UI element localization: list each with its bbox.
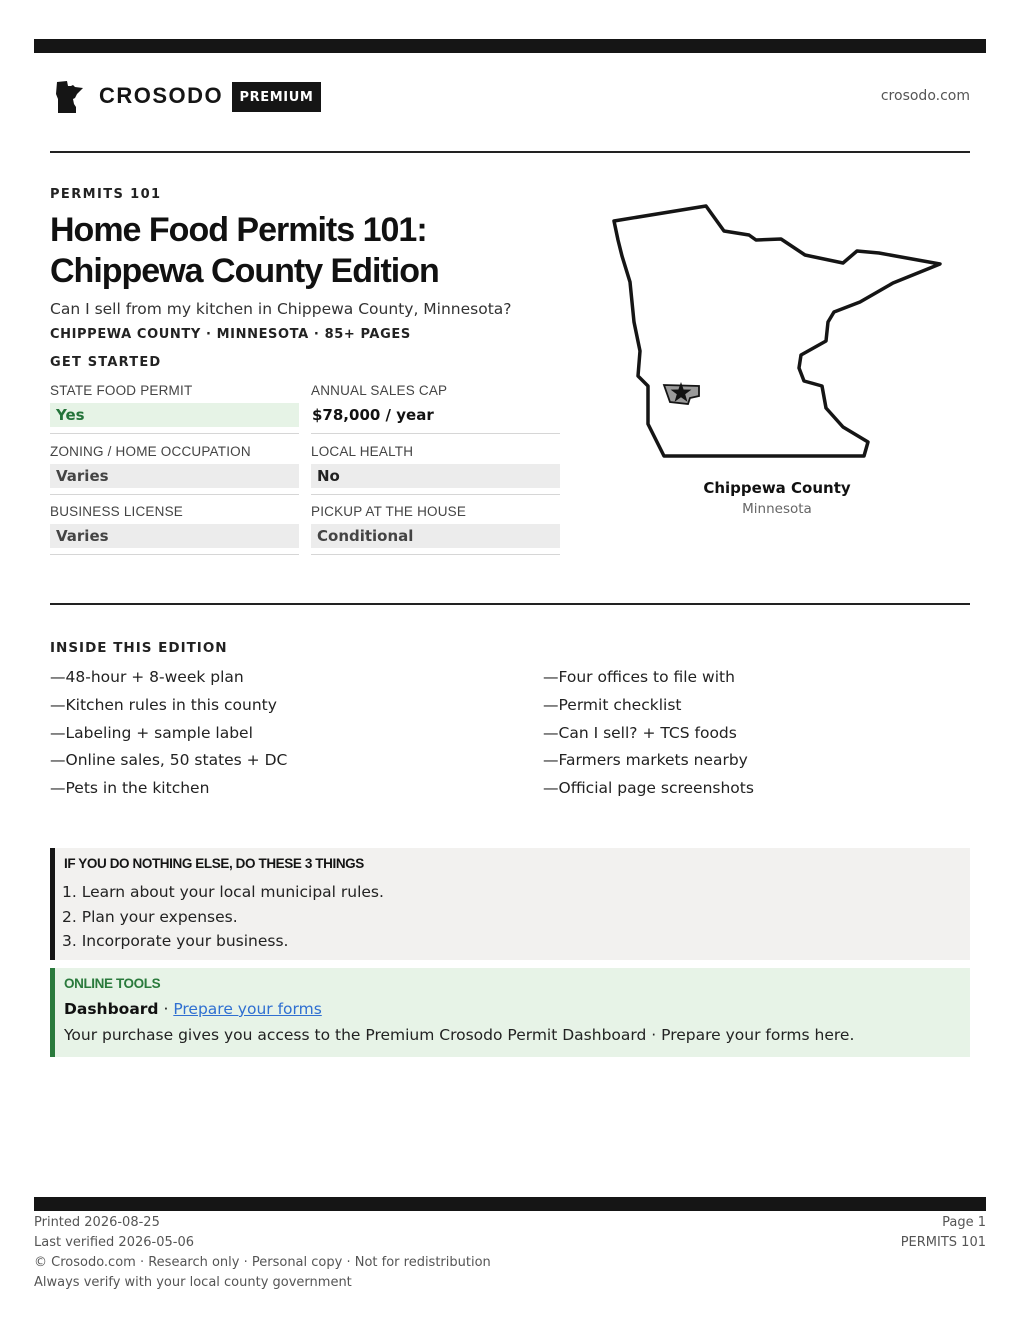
list-item: —Farmers markets nearby — [543, 751, 748, 770]
site-url[interactable]: crosodo.com — [880, 88, 970, 104]
list-item: —Pets in the kitchen — [50, 779, 210, 798]
list-item: 3. Incorporate your business. — [62, 932, 289, 950]
page-title — [50, 210, 590, 292]
printed-date: Printed 2026-08-25 — [34, 1215, 160, 1230]
top-bar — [34, 39, 986, 53]
copyright: © Crosodo.com · Research only · Personal copy · Not for redistribution — [34, 1255, 491, 1270]
disclaimer: Always verify with your local county government — [34, 1275, 352, 1290]
header — [50, 76, 970, 116]
meta-line: CHIPPEWA COUNTY · MINNESOTA · 85+ PAGES — [50, 327, 411, 342]
fact-business-license — [50, 503, 299, 555]
fact-zoning — [50, 443, 299, 495]
fact-value: Conditional — [311, 524, 560, 548]
tools-line — [64, 1000, 322, 1018]
fact-value: Yes — [50, 403, 299, 427]
fact-label: ANNUAL SALES CAP — [311, 383, 448, 398]
list-item: 2. Plan your expenses. — [62, 907, 238, 926]
dashboard-label: Dashboard — [64, 1000, 159, 1018]
callout-heading: ONLINE TOOLS — [64, 976, 161, 991]
subtitle: Can I sell from my kitchen in Chippewa County, Minnesota? — [50, 300, 512, 318]
fact-value: No — [311, 464, 560, 488]
list-item: —Four offices to file with — [543, 668, 735, 686]
fact-value: Varies — [50, 464, 299, 488]
premium-badge: PREMIUM — [232, 82, 321, 112]
list-item: 1. Learn about your local municipal rules. — [62, 883, 384, 901]
list-item: —Labeling + sample label — [50, 723, 253, 742]
list-item: —Online sales, 50 states + DC — [50, 751, 288, 770]
fact-annual-sales-cap — [311, 382, 560, 434]
map-county-label: Chippewa County — [703, 479, 851, 497]
list-item: —Permit checklist — [543, 695, 682, 714]
prepare-forms-link[interactable]: Prepare your forms — [173, 1000, 322, 1018]
header-divider — [50, 151, 970, 153]
online-tools-callout — [50, 968, 970, 1057]
section-divider — [50, 603, 970, 605]
get-started-label: GET STARTED — [50, 355, 162, 370]
footer-section: PERMITS 101 — [900, 1235, 986, 1250]
list-item: —Official page screenshots — [543, 779, 754, 798]
minnesota-outline — [614, 206, 940, 456]
three-things-callout — [50, 848, 970, 960]
list-item: —Can I sell? + TCS foods — [543, 723, 737, 742]
minnesota-map — [596, 196, 956, 466]
fact-pickup — [311, 503, 560, 555]
contents-right-column — [543, 666, 993, 805]
fact-local-health — [311, 443, 560, 495]
title-line-2: Chippewa County Edition — [50, 252, 439, 290]
fact-label: ZONING / HOME OCCUPATION — [50, 444, 251, 459]
minnesota-logo-icon — [54, 80, 84, 114]
fact-value: Varies — [50, 524, 299, 548]
list-item: —Kitchen rules in this county — [50, 695, 277, 714]
contents-title: INSIDE THIS EDITION — [50, 640, 228, 656]
steps-list — [62, 880, 384, 954]
fact-label: BUSINESS LICENSE — [50, 504, 183, 519]
map-state-label: Minnesota — [742, 501, 812, 517]
separator: · — [158, 1000, 174, 1018]
fact-label: STATE FOOD PERMIT — [50, 383, 193, 398]
eyebrow: PERMITS 101 — [50, 187, 162, 202]
fact-label: LOCAL HEALTH — [311, 444, 414, 459]
callout-heading: IF YOU DO NOTHING ELSE, DO THESE 3 THINGS — [64, 856, 364, 871]
fact-state-food-permit — [50, 382, 299, 434]
footer-left — [34, 1213, 491, 1293]
fact-label: PICKUP AT THE HOUSE — [311, 504, 467, 519]
fact-value: $78,000 / year — [312, 406, 434, 424]
brand-name: CROSODO — [99, 83, 224, 108]
bottom-bar — [34, 1197, 986, 1211]
contents-left-column — [50, 666, 500, 805]
tools-description: Your purchase gives you access to the Premium Crosodo Permit Dashboard · Prepare your forms here. — [64, 1026, 855, 1044]
footer-right — [901, 1213, 986, 1253]
page-number: Page 1 — [942, 1215, 986, 1230]
list-item: —48-hour + 8-week plan — [50, 668, 244, 686]
title-line-1: Home Food Permits 101: — [50, 211, 427, 249]
verified-date: Last verified 2026-05-06 — [34, 1235, 194, 1250]
